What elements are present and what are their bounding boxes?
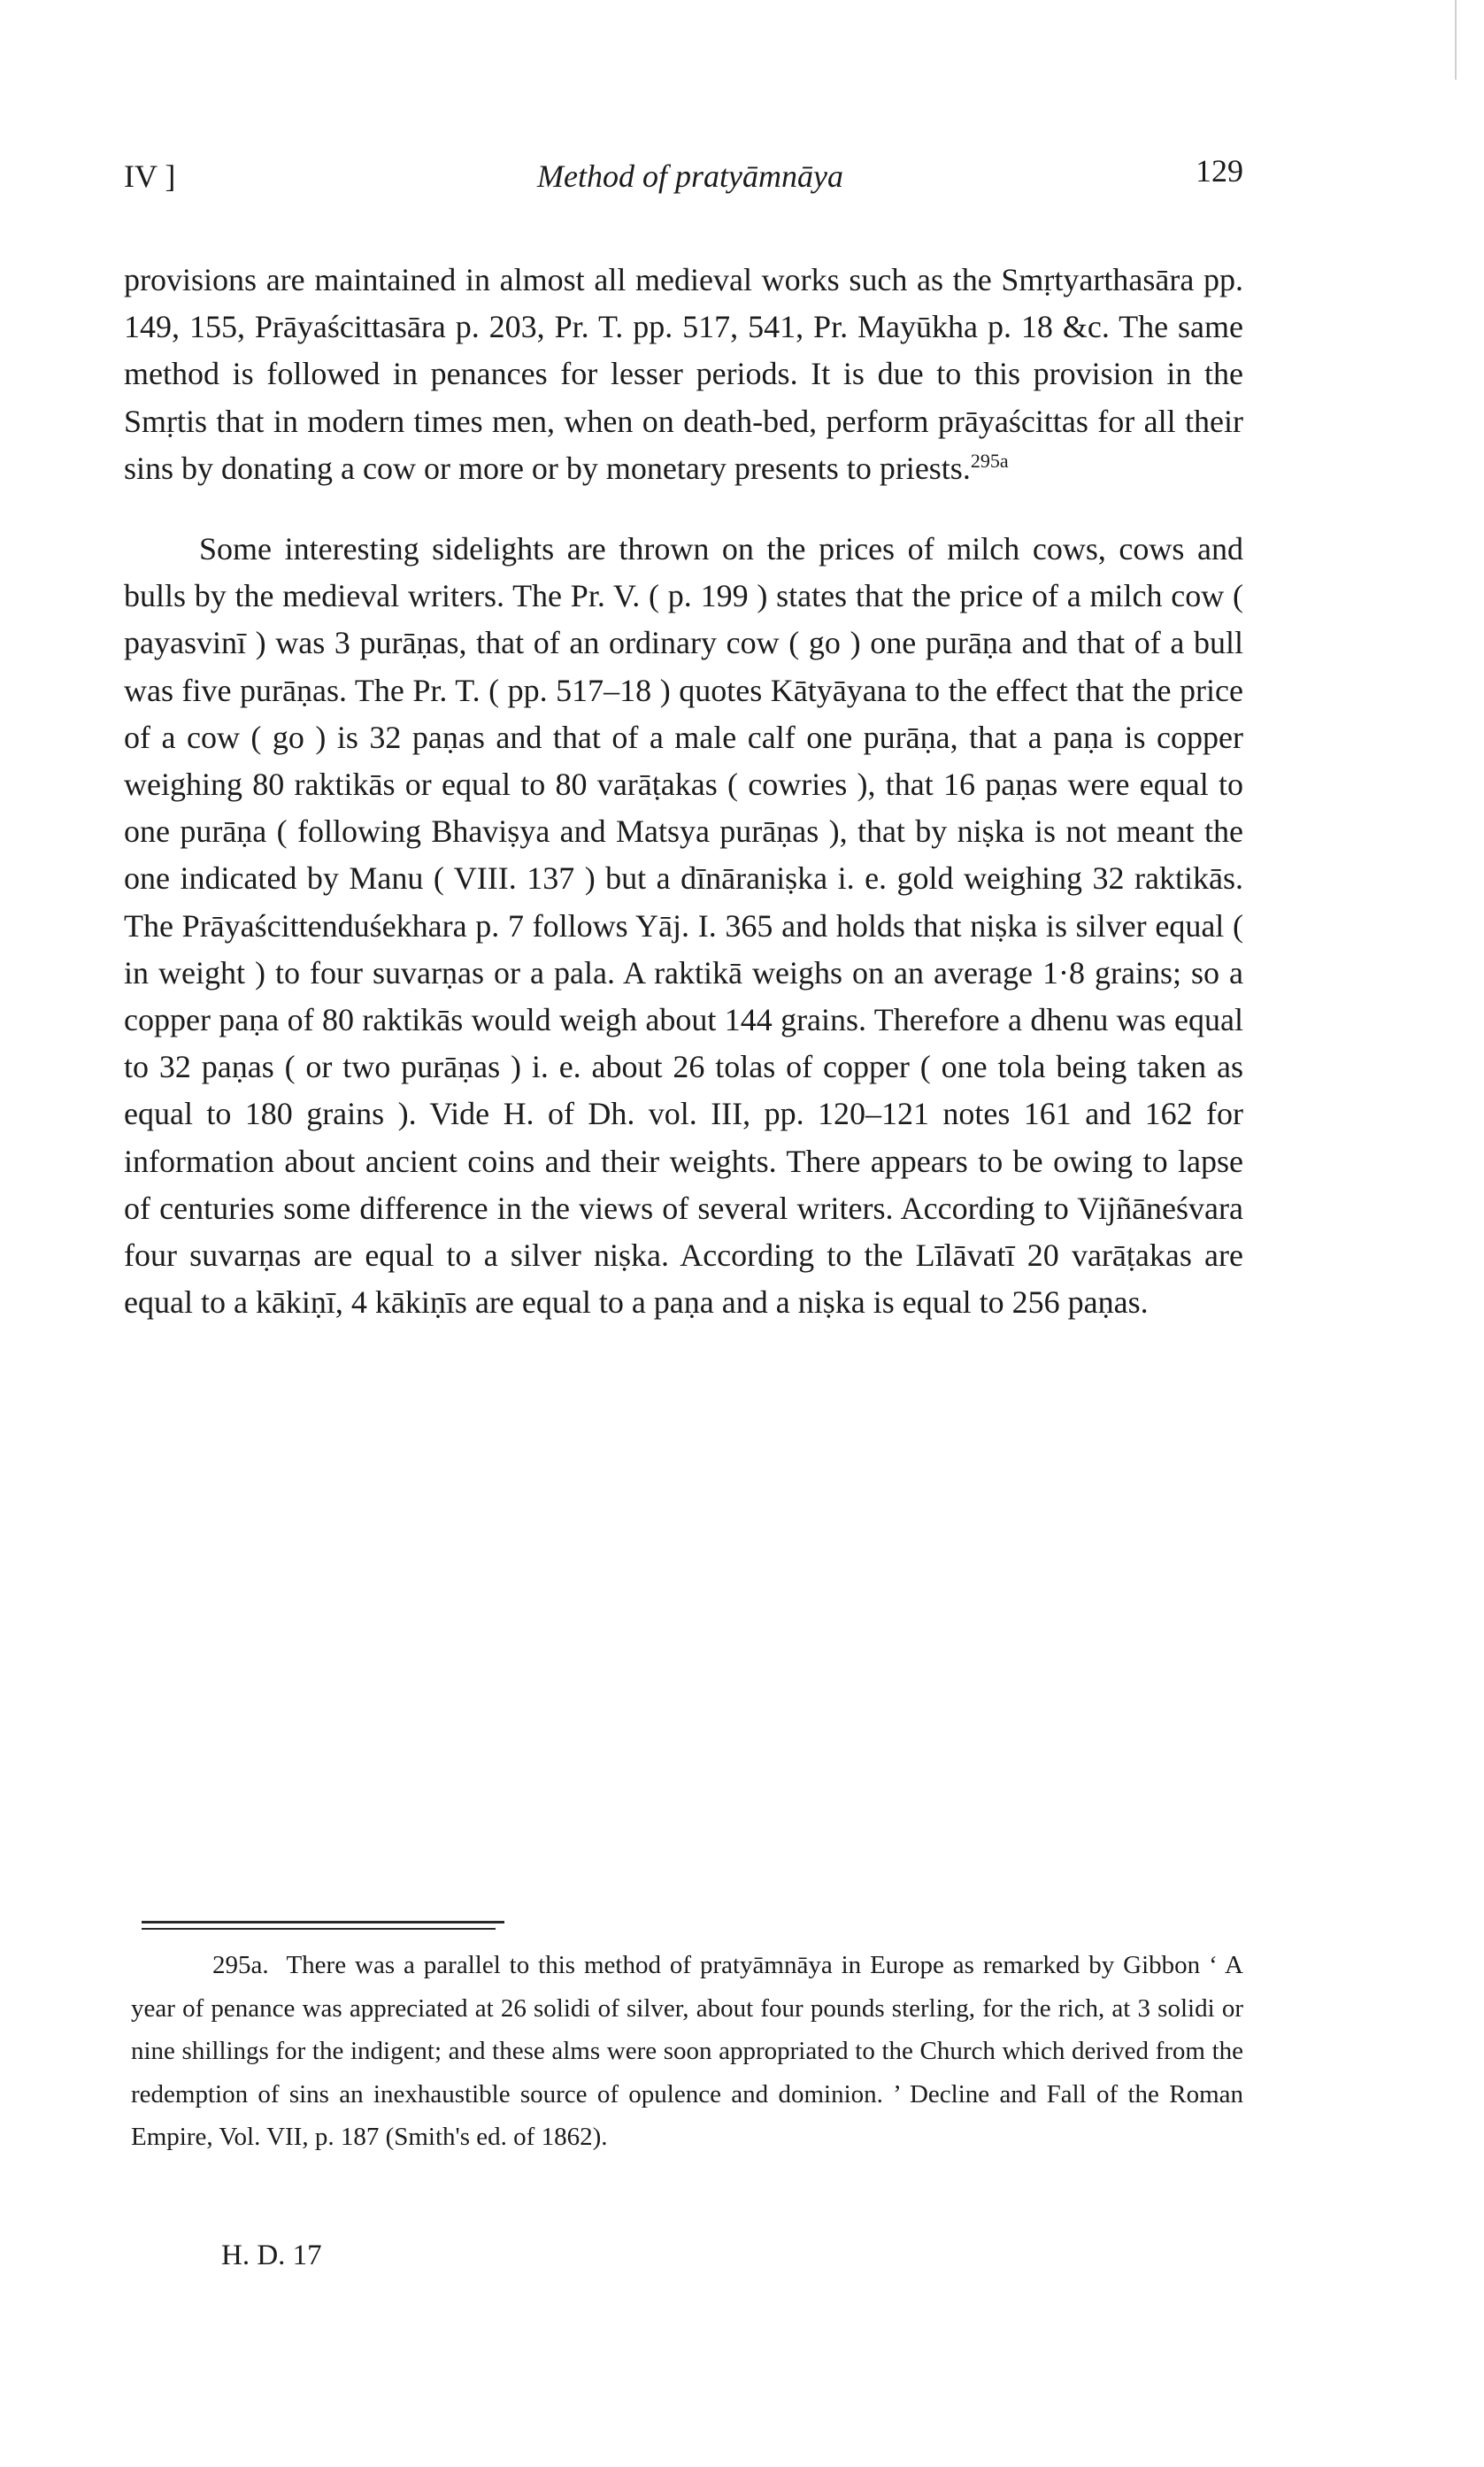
running-title: Method of pratyāmnāya [537,158,843,194]
paragraph-gap [124,492,1243,526]
footnote-reference: 295a [970,449,1009,472]
footnote-rule [142,1921,504,1923]
footnote-text: There was a parallel to this method of pratyāmnāya in Europe as remarked by Gibbon ‘ A year of penance was appreciated at 26 solidi of silver, about four pounds sterling, for the rich, at 3 solidi or nine shillings for the indigent; and these alms were soon appropriated to the Church which derived from the redemption of sins an inexhaustible source of opulence and dominion. ’ Decline and Fall of the Roman Empire, Vol. VII, p. 187 (Smith's ed. of 1862). [131,1951,1243,2151]
footnote [131,1944,1243,2159]
scan-edge-line [1455,0,1457,80]
signature-mark: H. D. 17 [221,2240,322,2271]
main-text [124,257,1243,1326]
page-header [124,153,1243,211]
chapter-number: IV ] [124,158,176,194]
footnote-rule-lower [142,1928,496,1930]
footnote-body [131,1944,1243,2159]
page-number: 129 [1196,153,1243,189]
paragraph-1-text: provisions are maintained in almost all medieval works such as the Smṛtyarthasāra pp. 149, 155, Prāyaścittasāra p. 203, Pr. T. pp. 517, 541, Pr. Mayūkha p. 18 &c. The same method is followed in penances for lesser periods. It is due to this provision in the Smṛtis that in modern times men, when on death-bed, perform prāyaścittas for all their sins by donating a cow or more or by monetary presents to priests. [124,262,1243,486]
footnote-label: 295a. [212,1951,269,1979]
paragraph-1 [124,257,1243,492]
paragraph-2: Some interesting sidelights are thrown on the prices of milch cows, cows and bulls by the medieval writers. The Pr. V. ( p. 199 ) states that the price of a milch cow ( payasvinī ) was 3 purāṇas, that of an ordinary cow ( go ) one purāṇa and that of a bull was five purāṇas. The Pr. T. ( pp. 517–18 ) quotes Kātyāyana to the effect that the price of a cow ( go ) is 32 paṇas and that of a male calf one purāṇa, that a paṇa is copper weighing 80 raktikās or equal to 80 varāṭakas ( cowries ), that 16 paṇas were equal to one purāṇa ( following Bhaviṣya and Matsya purāṇas ), that by niṣka is not meant the one indicated by Manu ( VIII. 137 ) but a dīnāraniṣka i. e. gold weighing 32 raktikās. The Prāyaścittenduśekhara p. 7 follows Yāj. I. 365 and holds that niṣka is silver equal ( in weight ) to four suvarṇas or a pala. A raktikā weighs on an average 1·8 grains; so a copper paṇa of 80 raktikās would weigh about 144 grains. Therefore a dhenu was equal to 32 paṇas ( or two purāṇas ) i. e. about 26 tolas of copper ( one tola being taken as equal to 180 grains ). Vide H. of Dh. vol. III, pp. 120–121 notes 161 and 162 for information about ancient coins and their weights. There appears to be owing to lapse of centuries some difference in the views of several writers. According to Vijñāneśvara four suvarṇas are equal to a silver niṣka. According to the Līlāvatī 20 varāṭakas are equal to a kākiṇī, 4 kākiṇīs are equal to a paṇa and a niṣka is equal to 256 paṇas. [124,531,1243,1321]
